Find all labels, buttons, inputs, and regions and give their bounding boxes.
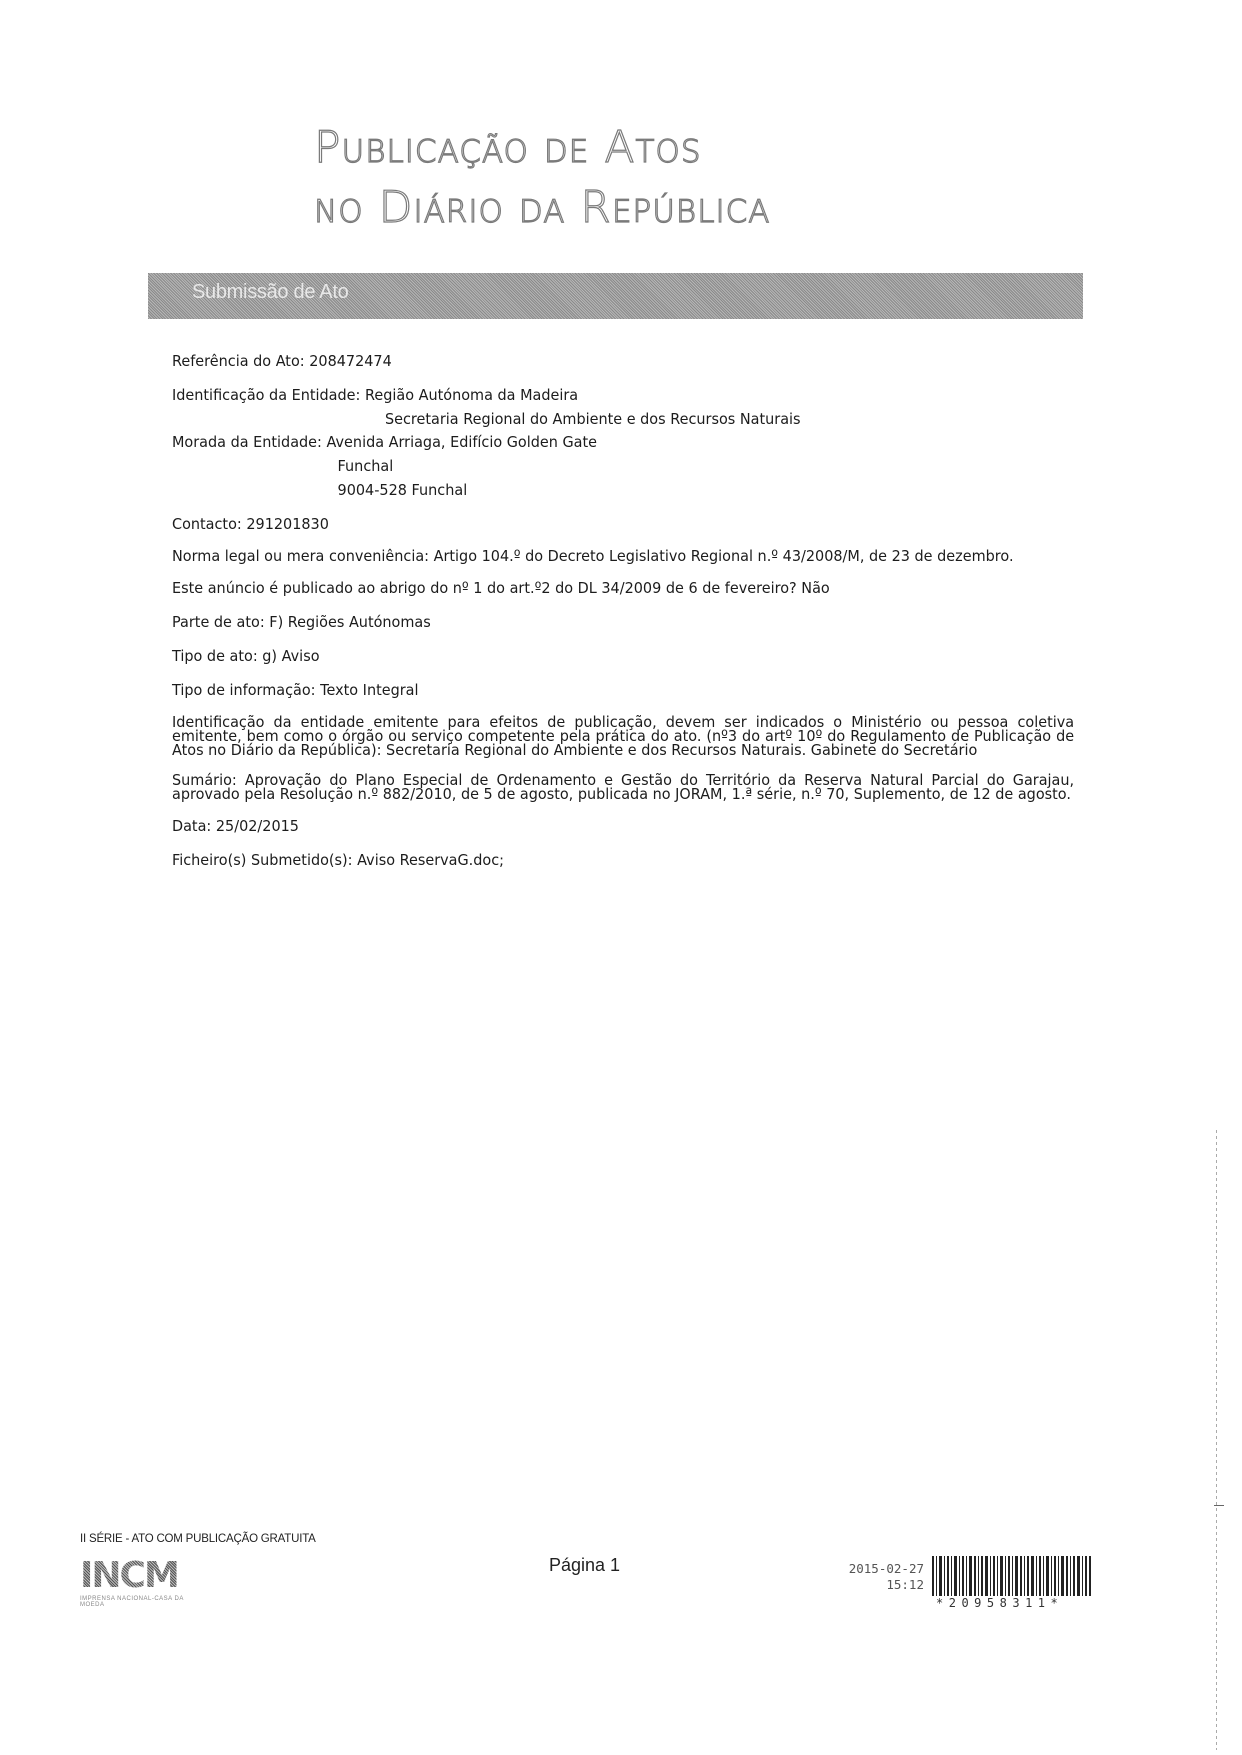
title-line-2: no Diário da República [314, 182, 771, 233]
field-value: 291201830 [246, 515, 329, 533]
act-details [172, 352, 1074, 869]
field-label: Morada da Entidade: [172, 433, 322, 451]
page-title [314, 118, 771, 238]
field-label: Ficheiro(s) Submetido(s): [172, 851, 353, 869]
field-value: Aviso ReservaG.doc; [357, 851, 505, 869]
field-label: Contacto: [172, 515, 242, 533]
field-value-line: 9004-528 Funchal [337, 481, 468, 499]
field-data [172, 817, 1074, 835]
field-label: Sumário: [172, 771, 237, 789]
field-value-line: Secretaria Regional do Ambiente e dos Recursos Naturais [384, 410, 801, 428]
field-label: Tipo de ato: [172, 647, 258, 665]
field-identificacao [172, 386, 1074, 404]
logo-subtitle: IMPRENSA NACIONAL-CASA DA MOEDA [80, 1596, 184, 1608]
field-parte [172, 613, 1074, 631]
field-value-line: Funchal [337, 457, 394, 475]
field-label: Identificação da entidade emitente para efeitos de publicação, devem ser indicados o Ministério ou pessoa coletiva emitente, bem como o órgão ou serviço competente pela prática do ato. (nº3 do artº 10º do Regulamento de Publicação de Atos no Diário da República): [172, 713, 1075, 759]
field-value: 208472474 [309, 352, 392, 370]
section-label: Submissão de Ato [192, 281, 349, 303]
field-label: Este anúncio é publicado ao abrigo do nº 1 do art.º2 do DL 34/2009 de 6 de fevereiro? [172, 579, 797, 597]
field-tipo-ato [172, 647, 1074, 665]
field-label: Norma legal ou mera conveniência: [172, 547, 430, 565]
field-ficheiros [172, 851, 1074, 869]
field-tipo-info [172, 681, 1074, 699]
timestamp-stamp [836, 1561, 924, 1593]
field-value: Região Autónoma da Madeira [364, 386, 579, 404]
field-entidade-emitente [172, 715, 1074, 757]
stamp-time: 15:12 [886, 1577, 924, 1592]
section-header-bar [148, 273, 1083, 319]
field-value: Texto Integral [320, 681, 419, 699]
field-value: Não [801, 579, 830, 597]
scan-edge-tick [1214, 1505, 1224, 1506]
title-line-1: Publicação de Atos [314, 122, 702, 173]
field-value: Aprovação do Plano Especial de Ordenamento e Gestão do Território da Reserva Natural Parcial do Garajau, aprovado pela Resolução n.º 882/2010, de 5 de agosto, publicada no JORAM, 1.ª série, n.º 70, Suplemento, de 12 de agosto. [172, 771, 1075, 803]
barcode-number: *20958311* [936, 1596, 1064, 1610]
stamp-date: 2015-02-27 [848, 1561, 924, 1576]
field-label: Data: [172, 817, 212, 835]
field-referencia [172, 352, 1074, 370]
field-label: Tipo de informação: [172, 681, 316, 699]
logo-text: INCM [80, 1558, 210, 1594]
series-label: II SÉRIE - ATO COM PUBLICAÇÃO GRATUITA [80, 1533, 316, 1545]
field-label: Parte de ato: [172, 613, 265, 631]
field-contacto [172, 515, 1074, 533]
field-label: Referência do Ato: [172, 352, 305, 370]
field-abrigo [172, 579, 1074, 597]
barcode-icon [932, 1556, 1092, 1596]
page-number: Página 1 [549, 1555, 621, 1575]
field-value: F) Regiões Autónomas [269, 613, 431, 631]
field-sumario [172, 773, 1074, 801]
field-label: Identificação da Entidade: [172, 386, 361, 404]
field-value: g) Aviso [262, 647, 320, 665]
scan-edge-line [1216, 1130, 1217, 1750]
field-value: Avenida Arriaga, Edifício Golden Gate [326, 433, 598, 451]
field-norma [172, 549, 1074, 563]
incm-logo [80, 1555, 210, 1608]
field-value: 25/02/2015 [215, 817, 299, 835]
field-value: Artigo 104.º do Decreto Legislativo Regional n.º 43/2008/M, de 23 de dezembro. [433, 547, 1014, 565]
field-morada [172, 433, 1074, 451]
field-value: Secretaria Regional do Ambiente e dos Recursos Naturais. Gabinete do Secretário [386, 741, 978, 759]
